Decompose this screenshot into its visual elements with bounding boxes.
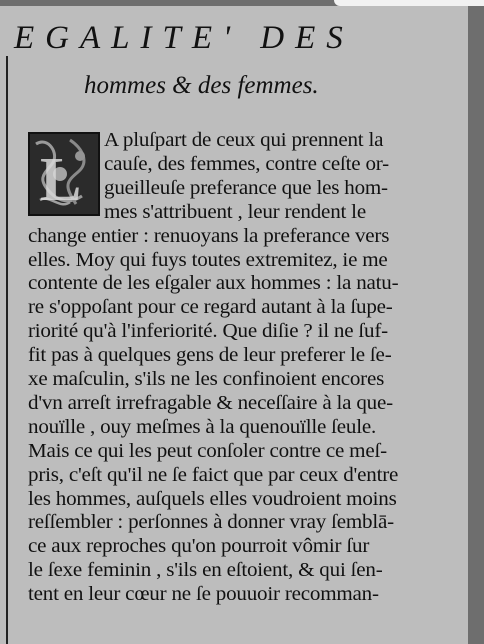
text-line: riorité qu'à l'inferiorité. Que diſie ? il ne ſuf- bbox=[28, 321, 388, 343]
svg-text:L: L bbox=[40, 146, 82, 214]
text-line: mes s'attribuent , leur rendent le bbox=[104, 201, 366, 223]
text-line: fit pas à quelques gens de leur preferer le ſe- bbox=[28, 345, 392, 367]
book-page bbox=[0, 6, 468, 644]
dropcap-ornament-icon bbox=[30, 134, 98, 214]
text-line: tent en leur cœur ne ſe pouuoir recomman- bbox=[28, 584, 379, 606]
page-subtitle: hommes & des femmes. bbox=[84, 72, 319, 99]
page-title: EGALITE' DES bbox=[14, 20, 354, 56]
text-line: les hommes, auſquels elles voudroient moins bbox=[28, 488, 397, 510]
text-line: re s'oppoſant pour ce regard autant à la ſupe- bbox=[28, 297, 393, 319]
text-line: Mais ce qui les peut conſoler contre ce meſ- bbox=[28, 440, 387, 462]
text-line: pris, c'eſt qu'il ne ſe faict que par ceux d'entre bbox=[28, 464, 399, 486]
text-line: change entier : renuoyans la preferance vers bbox=[28, 225, 390, 247]
text-line: A pluſpart de ceux qui prennent la bbox=[104, 130, 384, 151]
page-margin-rule bbox=[6, 56, 8, 644]
text-line: cauſe, des femmes, contre ceſte or- bbox=[104, 153, 389, 175]
text-line: ce aux reproches qu'on pourroit vômir ſur bbox=[28, 536, 370, 558]
text-line: contente de les eſgaler aux hommes : la natu- bbox=[28, 273, 399, 295]
ornamental-dropcap-image bbox=[28, 132, 100, 216]
text-line: nouïlle , ouy meſmes à la quenouïlle ſeule. bbox=[28, 416, 377, 438]
text-line: d'vn arreſt irrefragable & neceſſaire à la que- bbox=[28, 392, 393, 414]
text-line: gueilleuſe preferance que les hom- bbox=[104, 177, 388, 199]
text-line: xe maſculin, s'ils ne les confinoient encores bbox=[28, 369, 385, 390]
text-line: reſſembler : perſonnes à donner vray ſemblā- bbox=[28, 512, 394, 534]
text-line: elles. Moy qui fuys toutes extremitez, ie me bbox=[28, 249, 388, 271]
text-line: le ſexe feminin , s'ils en eſtoient, & qui ſen- bbox=[28, 560, 383, 582]
